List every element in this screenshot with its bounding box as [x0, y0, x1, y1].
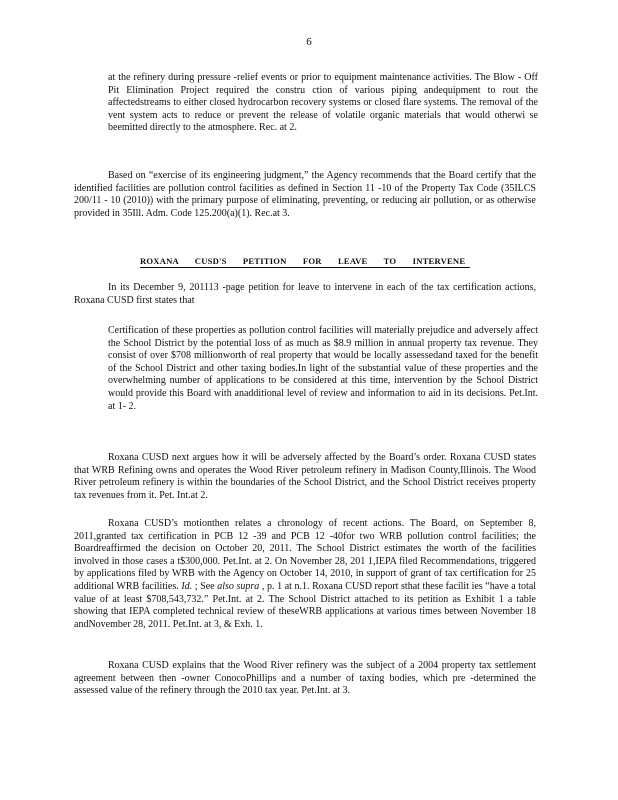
paragraph-agency-recommendation: Based on “exercise of its engineering judgment,” the Agency recommends that the Board certify that the identified facilities are pollution control facilities as defined in Section 11 -10 of the Property Tax Code (35ILCS 200/11 - 10 (2010)) with the primary purpose of eliminating, preventing, or reducing air pollution, or as otherwise provided in 35Ill. Adm. Code 125.200(a)(1). Rec.at 3. [74, 170, 536, 219]
paragraph-adverse-effect: Roxana CUSD next argues how it will be adversely affected by the Board’s order. Roxana CUSD states that WRB Refining owns and operates the Wood River petroleum refinery in Madison County,Illinois. The Wood River petroleum refinery is within the boundaries of the School District, and the School District receives property tax revenues from it. Pet. Int.at 2. [74, 452, 536, 501]
chronology-text-end: , p. 1 at n.1. Roxana CUSD report sthat these facilit ies “have a total value of at least $708,543,732.” Pet.Int. at 2. The School District attached to its petition as Exhibit 1 a table showing that IEPA completed technical review of theseWRB applications at various times between November 18 andNovember 28, 2011. Pet.Int. at 3, & Exh. 1. [74, 580, 537, 630]
quoted-paragraph-certification: Certification of these properties as pollution control facilities will materially prejudice and adversely affect the School District by the potential loss of as much as $8.9 million in annual property tax revenue. They consist of over $708 millionworth of real property that would be locally assessedand taxed for the benefit of the School District and other taxing bodies.In light of the substantial value of these properties and the overwhelming number of applications to be considered at this time, intervention by the School District would provide this Board with anadditional level of review and information to aid in its decisions. Pet.Int. at 1- 2. [108, 325, 538, 412]
page-number: 6 [306, 36, 312, 48]
citation-also-supra: also supra [217, 580, 260, 592]
chronology-text-see: ; See [194, 580, 215, 592]
citation-id: Id. [181, 580, 193, 592]
section-heading: ROXANA CUSD'S PETITION FOR LEAVE TO INTERVENE [140, 256, 470, 268]
paragraph-chronology [74, 518, 536, 631]
paragraph-settlement-agreement: Roxana CUSD explains that the Wood River refinery was the subject of a 2004 property tax settlement agreement between then -owner ConocoPhillips and a number of taxing bodies, which pre -determined the assessed value of the refinery through the 2010 tax year. Pet.Int. at 3. [74, 660, 536, 697]
paragraph-petition-intro: In its December 9, 201113 -page petition for leave to intervene in each of the tax certification actions, Roxana CUSD first states that [74, 282, 536, 306]
chronology-text-start: Roxana CUSD’s motionthen relates a chronology of recent actions. The Board, on September 8, 2011,granted tax certification in PCB 12 -39 and PCB 12 -40for two WRB pollution control facilities; the Boardreaffirmed the decision on October 20, 2011. The School District estimates the worth of the facilities involved in those cases a t$300,000. Pet.Int. at 2. On November 28, 201 1,IEPA filed Recommendations, triggered by applications filed by WRB with the Agency on October 14, 2010, in support of grant of tax certification for 25 additional WRB facilities. [74, 518, 536, 592]
quoted-paragraph-blow-off-pit: at the refinery during pressure -relief events or prior to equipment maintenance activities. The Blow - Off Pit Elimination Project required the constru ction of various piping andequipment to rout the affectedstreams to either closed hydrocarbon recovery systems or closed flare systems. The removal of the vent system acts to reduce or prevent the release of volatile organic materials that would otherwi se beemitted directly to the atmosphere. Rec. at 2. [108, 72, 538, 134]
